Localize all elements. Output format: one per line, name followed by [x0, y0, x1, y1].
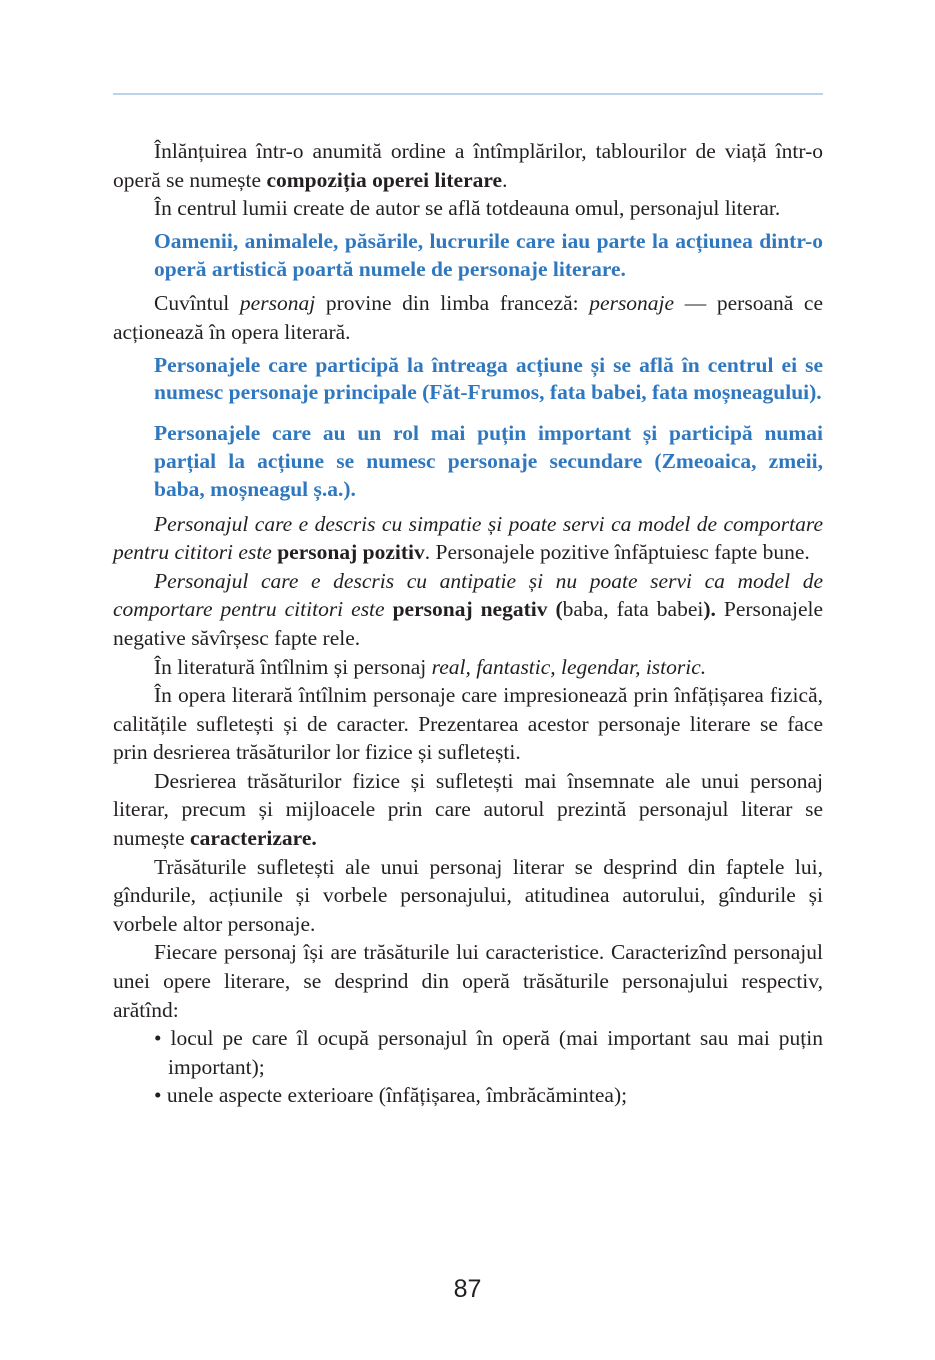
definition-main-characters: Personajele care participă la întreaga acțiune și se află în centrul ei se numesc personaje principale (Făt-Frumos, fata babei, fata moșneagului).	[154, 352, 823, 405]
list-item: • unele aspecte exterioare (înfățișarea, îmbrăcămintea);	[154, 1083, 628, 1108]
paragraph-character-types: În literatură întîlnim și personaj real, fantastic, legendar, istoric.	[154, 654, 707, 679]
paragraph-composition: Înlănțuirea într-o anumită ordine a întîmplărilor, tablourilor de viață într-o operă se numește compoziția operei literare.	[113, 139, 823, 192]
paragraph-characterization: Desrierea trăsăturilor fizice și sufletești mai însemnate ale unui personaj literar, precum și mijloacele prin care autorul prezintă personajul literar se numește caracterizare.	[113, 768, 823, 851]
paragraph-each-character: Fiecare personaj își are trăsăturile lui caracteristice. Caracterizînd personajul unei opere literare, se desprind din operă trăsăturile personajului respectiv, arătînd:	[113, 940, 823, 1022]
page-number: 87	[453, 1275, 482, 1303]
paragraph-negative-character: Personajul care e descris cu antipatie și nu poate servi ca model de comportare pentru cititori este personaj negativ (baba, fata babei). Personajele negative săvîrșesc fapte rele.	[113, 568, 823, 650]
definition-characters: Oamenii, animalele, păsările, lucrurile care iau parte la acțiunea dintr-o operă artistică poartă numele de personaje literare.	[154, 228, 823, 281]
paragraph-impressive-characters: În opera literară întîlnim personaje care impresionează prin înfățișarea fizică, calitățile sufletești și de caracter. Prezentarea acestor personaje literare se face prin desrierea trăsăturilor lor fizice și sufletești.	[113, 683, 823, 765]
paragraph-word-origin: Cuvîntul personaj provine din limba franceză: personaje — persoană ce acționează în opera literară.	[113, 291, 824, 344]
definition-secondary-characters: Personajele care au un rol mai puțin important și participă numai parțial la acțiune se numesc personaje secundare (Zmeoaica, zmeii, baba, moșneagul ș.a.).	[154, 421, 823, 501]
page-body	[113, 137, 823, 1110]
list-item: • locul pe care îl ocupă personajul în operă (mai important sau mai puțin important);	[154, 1026, 823, 1079]
header-rule	[113, 93, 823, 95]
paragraph-soul-traits: Trăsăturile sufletești ale unui personaj literar se desprind din faptele lui, gîndurile, acțiunile și vorbele personajului, atitudinea autorului, gîndurile și vorbele altor personaje.	[113, 854, 823, 936]
paragraph-positive-character: Personajul care e descris cu simpatie și poate servi ca model de comportare pentru cititori este personaj pozitiv. Personajele pozitive înfăptuiesc fapte bune.	[113, 511, 823, 565]
paragraph-character-center: În centrul lumii create de autor se află totdeauna omul, personajul literar.	[154, 196, 781, 221]
